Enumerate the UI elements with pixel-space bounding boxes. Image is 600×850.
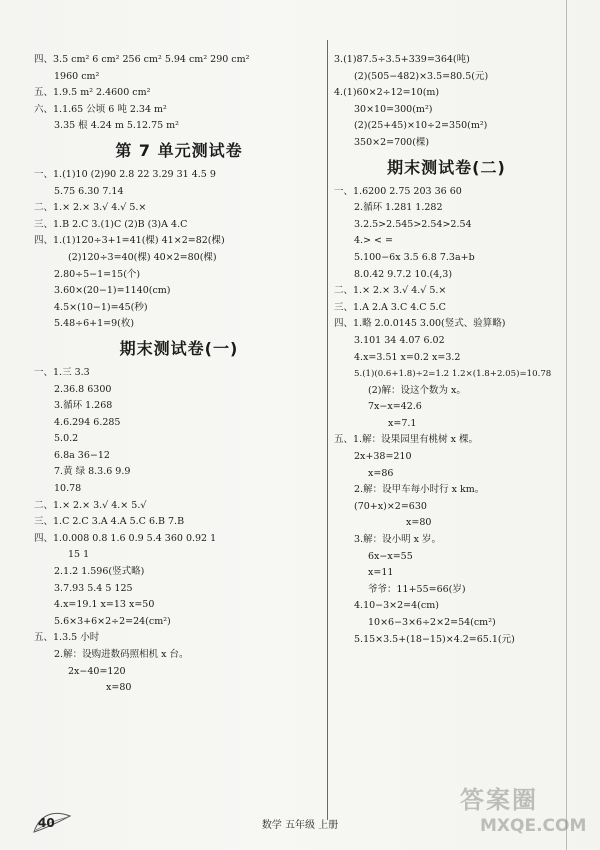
answer-line: 5.100−6x 3.5 6.8 7.3a+b <box>354 251 475 263</box>
answer-line: 四、3.5 cm² 6 cm² 256 cm² 5.94 cm² 290 cm² <box>34 54 250 65</box>
answer-line: x=80 <box>406 517 432 529</box>
answer-line: 三、1.A 2.A 3.C 4.C 5.C <box>334 301 446 313</box>
answer-line: 二、1.× 2.× 3.√ 4.√ 5.× <box>34 202 147 214</box>
answer-line: 3.解：设小明 x 岁。 <box>354 534 441 546</box>
answer-line: x=7.1 <box>388 417 417 429</box>
answer-line: 四、1.(1)120÷3+1=41(棵) 41×2=82(棵) <box>34 235 225 247</box>
answer-line: 2.解：设购进数码照相机 x 台。 <box>54 649 189 660</box>
answer-line: 8.0.42 9.7.2 10.(4,3) <box>354 268 453 280</box>
answer-line: 2.36.8 6300 <box>54 383 112 395</box>
answer-line: 三、1.C 2.C 3.A 4.A 5.C 6.B 7.B <box>34 516 185 528</box>
answer-line: 4.x=19.1 x=13 x=50 <box>54 599 155 611</box>
answer-line: (2)(25+45)×10÷2=350(m²) <box>354 120 488 132</box>
answer-line: 四、1.略 2.0.0145 3.00(竖式、验算略) <box>334 318 506 330</box>
answer-line: 2.循环 1.281 1.282 <box>354 202 443 214</box>
answer-line: (70+x)×2=630 <box>354 500 427 512</box>
answer-line: 350×2=700(棵) <box>354 136 430 148</box>
page-number: 40 <box>38 816 55 830</box>
section-title-unit7: 第 7 单元测试卷 <box>115 140 243 160</box>
answer-line: 2.解：设甲车每小时行 x km。 <box>354 484 485 496</box>
page-edge-line <box>566 0 567 850</box>
answer-line: 5.75 6.30 7.14 <box>54 185 124 197</box>
answer-line: 4.10−3×2=4(cm) <box>354 600 439 612</box>
answer-line: 一、1.6200 2.75 203 36 60 <box>334 185 462 197</box>
answer-line: 6x−x=55 <box>368 550 413 562</box>
section-title-final-exam-1: 期末测试卷(一) <box>119 338 239 358</box>
answer-line: 7x−x=42.6 <box>368 401 422 413</box>
answer-line: 3.7.93 5.4 5 125 <box>54 582 133 594</box>
answer-line: 7.黄 绿 8.3.6 9.9 <box>54 466 131 478</box>
answer-line: 二、1.× 2.× 3.√ 4.√ 5.× <box>334 285 447 297</box>
answer-line: 6.8a 36−12 <box>54 449 110 461</box>
answer-line: 4.6.294 6.285 <box>54 416 121 428</box>
right-column <box>334 52 559 648</box>
answer-line: 4.(1)60×2÷12=10(m) <box>334 87 440 99</box>
answer-line: 3.(1)87.5÷3.5+339=364(吨) <box>334 54 470 65</box>
answer-line: 5.6×3+6×2÷2=24(cm²) <box>54 615 171 627</box>
section-title-final-exam-2: 期末测试卷(二) <box>387 157 506 177</box>
answer-line: (2)(505−482)×3.5=80.5(元) <box>354 70 489 82</box>
watermark-text: 答案圈 <box>460 786 538 814</box>
answer-line: 二、1.× 2.× 3.√ 4.× 5.√ <box>34 499 147 511</box>
left-column <box>34 52 324 697</box>
answer-line: 三、1.B 2.C 3.(1)C (2)B (3)A 4.C <box>34 218 188 230</box>
answer-line: 3.2.5>2.545>2.54>2.54 <box>354 218 472 230</box>
answer-line: x=11 <box>368 567 394 579</box>
column-divider <box>327 40 328 820</box>
answer-line: x=86 <box>368 467 394 479</box>
answer-line: 10.78 <box>54 483 82 495</box>
answer-line: 3.101 34 4.07 6.02 <box>354 334 445 346</box>
answer-line: 五、1.3.5 小时 <box>34 632 100 644</box>
answer-line: 4.5×(10−1)=45(秒) <box>54 301 148 313</box>
answer-line: 爷爷：11+55=66(岁) <box>368 583 466 595</box>
watermark-logo <box>460 780 590 842</box>
footer-caption: 数学 五年级 上册 <box>261 820 339 831</box>
watermark-url: MXQE.COM <box>480 816 587 836</box>
answer-line: 5.48÷6+1=9(枚) <box>54 318 135 330</box>
answer-line: (2)120÷3=40(棵) 40×2=80(棵) <box>68 251 217 263</box>
answer-line: 15 1 <box>68 549 90 561</box>
answer-line: 3.循环 1.268 <box>54 400 113 412</box>
answer-line: 四、1.0.008 0.8 1.6 0.9 5.4 360 0.92 1 <box>34 532 217 544</box>
answer-line: x=80 <box>106 682 132 694</box>
answer-line: 五、1.解：设果园里有桃树 x 棵。 <box>334 434 478 446</box>
answer-line: 10×6−3×6÷2×2=54(cm²) <box>368 617 496 628</box>
answer-line: 5.0.2 <box>54 433 79 445</box>
answer-line: 1960 cm² <box>54 70 100 82</box>
answer-line: 3.35 根 4.24 m 5.12.75 m² <box>54 120 179 132</box>
answer-line: 五、1.9.5 m² 2.4600 cm² <box>34 87 151 99</box>
answer-line: 一、1.三 3.3 <box>34 366 90 378</box>
answer-line: 2x+38=210 <box>354 451 412 463</box>
answer-line: 30×10=300(m²) <box>354 103 433 115</box>
answer-line: 4.> < = <box>354 235 393 247</box>
answer-line: 2x−40=120 <box>68 665 126 677</box>
answer-line: 2.80÷5−1=15(个) <box>54 268 141 280</box>
answer-line: 2.1.2 1.596(竖式略) <box>54 566 145 578</box>
answer-line: 六、1.1.65 公顷 6 吨 2.34 m² <box>34 103 167 115</box>
answer-line: 4.x=3.51 x=0.2 x=3.2 <box>354 351 461 363</box>
answer-line: (2)解：设这个数为 x。 <box>368 384 466 396</box>
answer-line: 5.(1)(0.6+1.8)÷2=1.2 1.2×(1.8+2.05)=10.78 <box>354 369 552 380</box>
answer-line: 5.15×3.5+(18−15)×4.2=65.1(元) <box>354 633 515 645</box>
answer-line: 3.60×(20−1)=1140(cm) <box>54 285 171 297</box>
answer-line: 一、1.(1)10 (2)90 2.8 22 3.29 31 4.5 9 <box>34 168 216 180</box>
